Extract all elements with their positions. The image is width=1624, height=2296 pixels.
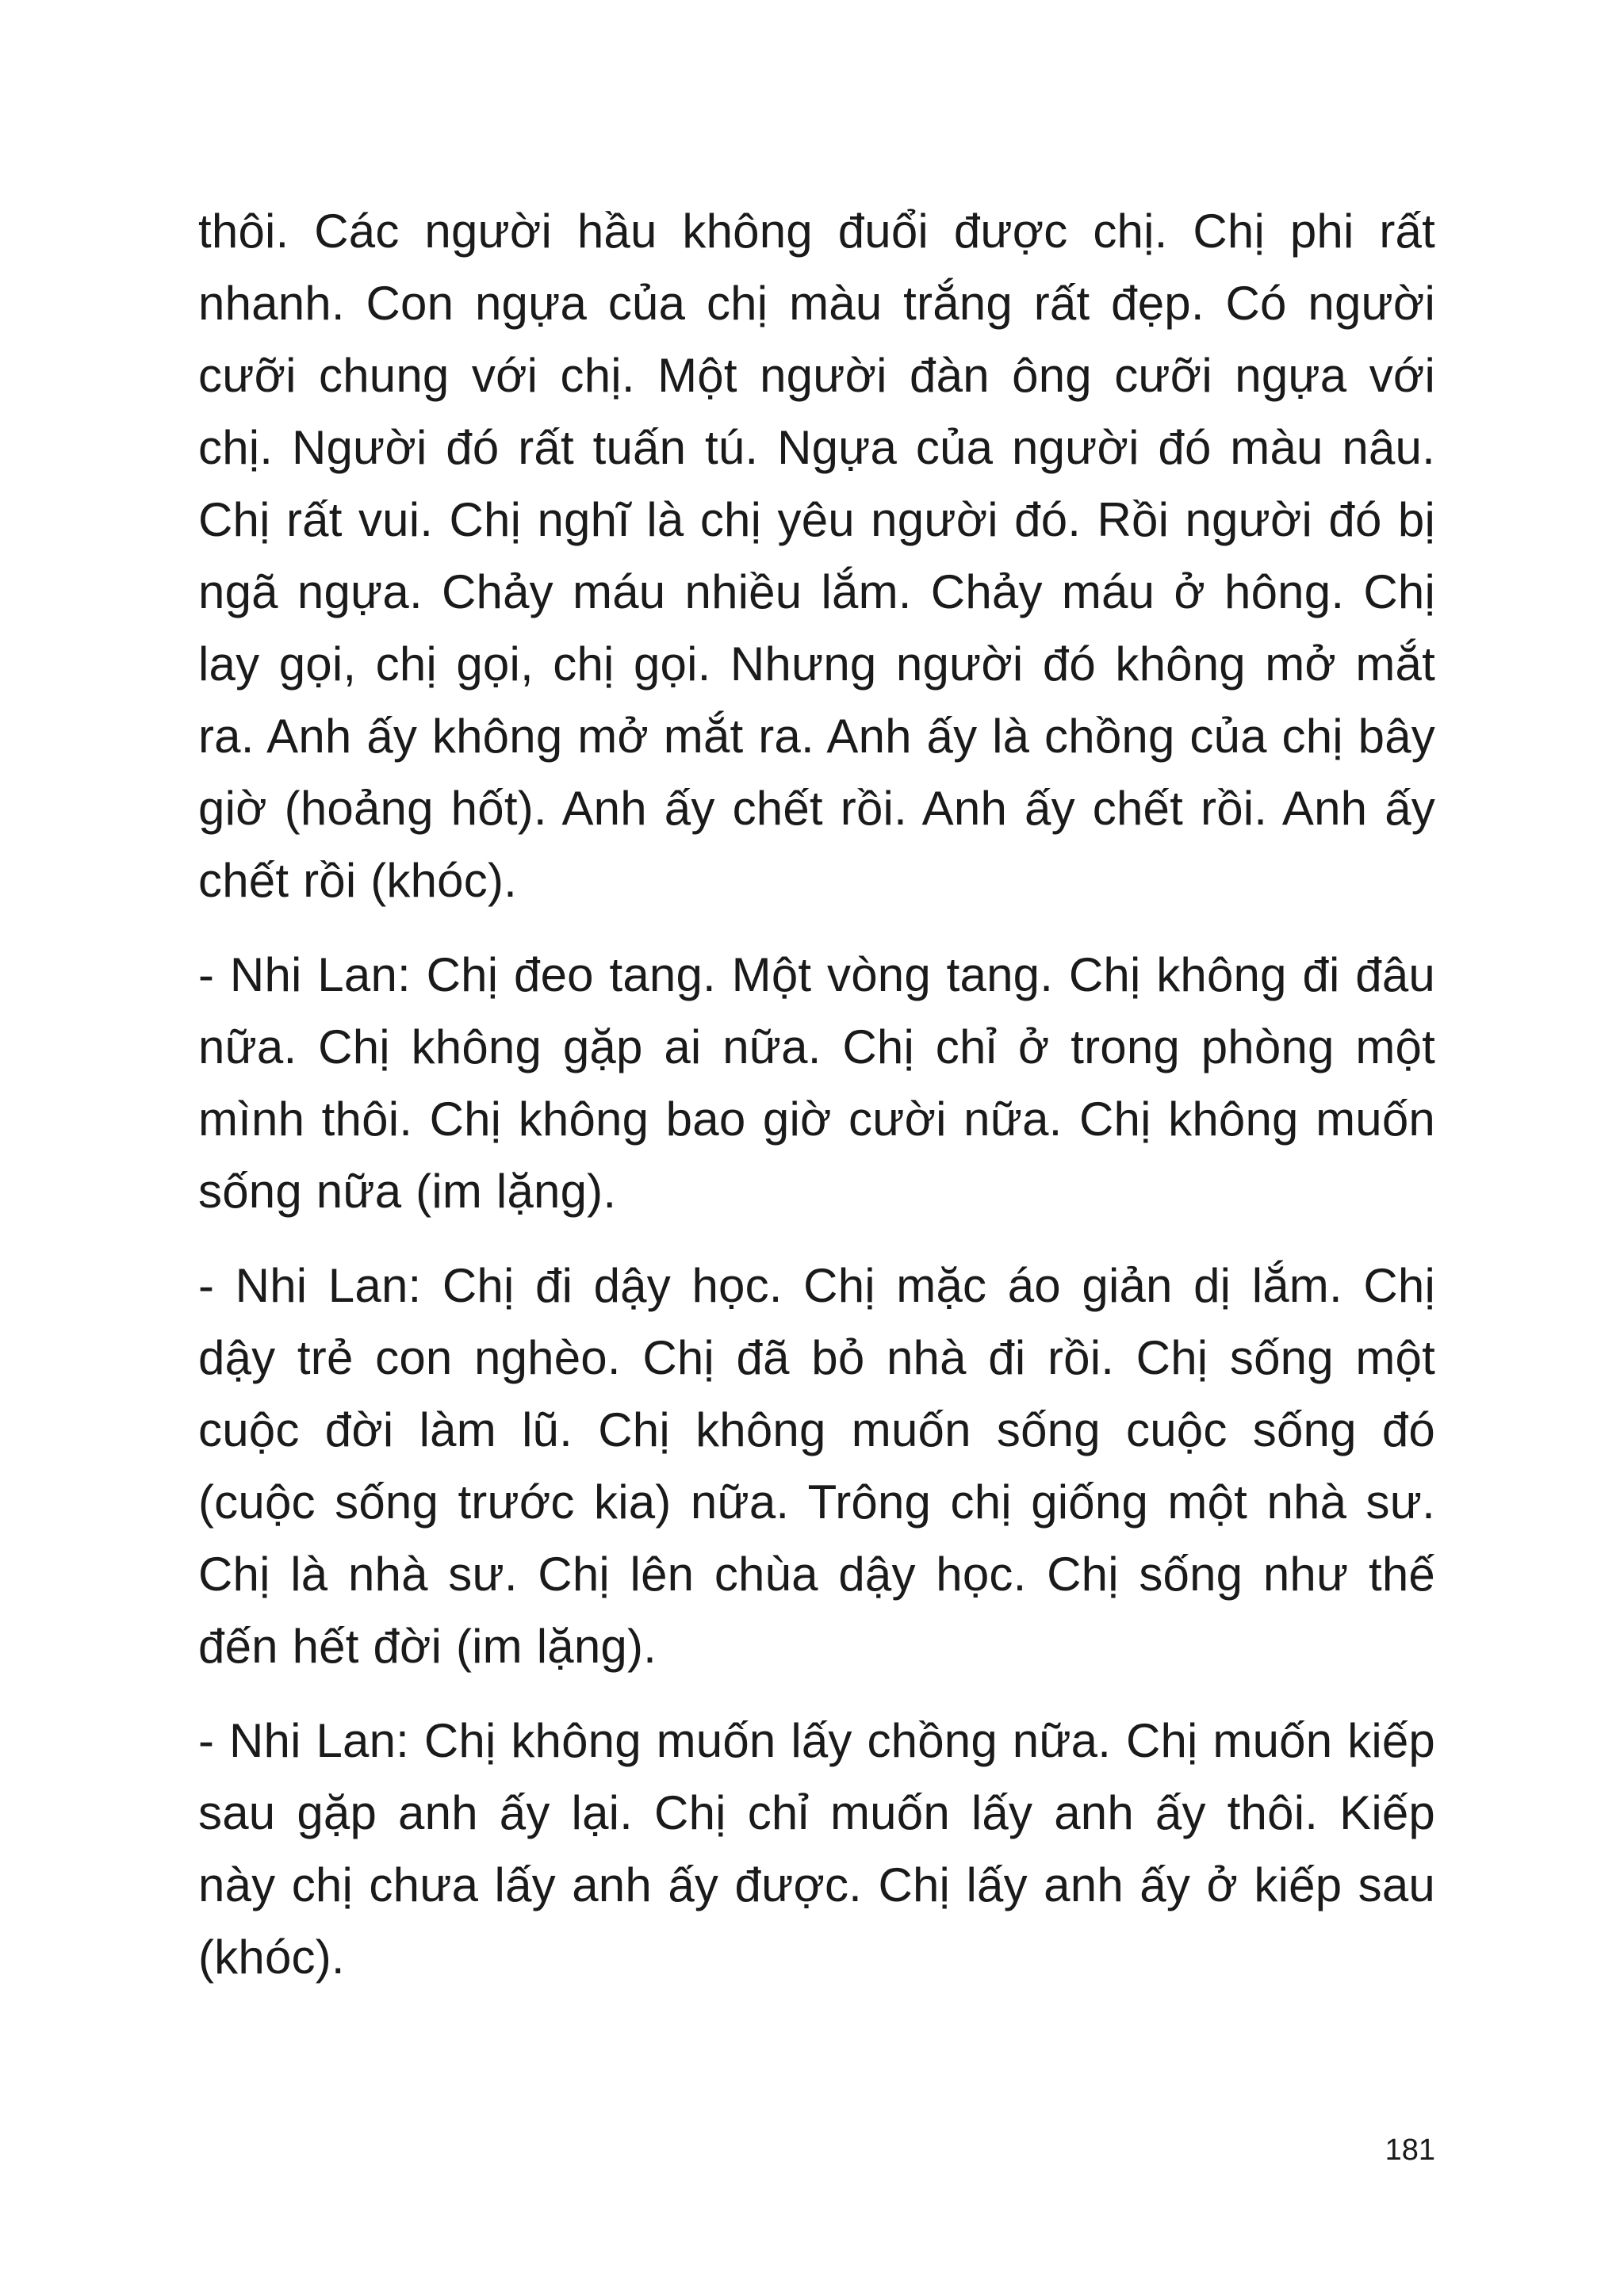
body-text bbox=[198, 195, 1435, 2015]
paragraph-3: - Nhi Lan: Chị đi dậy học. Chị mặc áo giản dị lắm. Chị dậy trẻ con nghèo. Chị đã bỏ nhà đi rồi. Chị sống một cuộc đời làm lũ. Chị không muốn sống cuộc sống đó (cuộc sống trước kia) nữa. Trông chị giống một nhà sư. Chị là nhà sư. Chị lên chùa dậy học. Chị sống như thế đến hết đời (im lặng). bbox=[198, 1259, 1435, 1673]
paragraph-4: - Nhi Lan: Chị không muốn lấy chồng nữa. Chị muốn kiếp sau gặp anh ấy lại. Chị chỉ muốn lấy anh ấy thôi. Kiếp này chị chưa lấy anh ấy được. Chị lấy anh ấy ở kiếp sau (khóc). bbox=[198, 1714, 1435, 1984]
page-number: 181 bbox=[1385, 2133, 1435, 2167]
paragraph-2: - Nhi Lan: Chị đeo tang. Một vòng tang. Chị không đi đâu nữa. Chị không gặp ai nữa. Chị chỉ ở trong phòng một mình thôi. Chị không bao giờ cười nữa. Chị không muốn sống nữa (im lặng). bbox=[198, 948, 1435, 1218]
paragraph-1: thôi. Các người hầu không đuổi được chị. Chị phi rất nhanh. Con ngựa của chị màu trắng rất đẹp. Có người cưỡi chung với chị. Một người đàn ông cưỡi ngựa với chị. Người đó rất tuấn tú. Ngựa của người đó màu nâu. Chị rất vui. Chị nghĩ là chị yêu người đó. Rồi người đó bị ngã ngựa. Chảy máu nhiều lắm. Chảy máu ở hông. Chị lay gọi, chị gọi, chị gọi. Nhưng người đó không mở mắt ra. Anh ấy không mở mắt ra. Anh ấy là chồng của chị bây giờ (hoảng hốt). Anh ấy chết rồi. Anh ấy chết rồi. Anh ấy chết rồi (khóc). bbox=[198, 205, 1435, 907]
